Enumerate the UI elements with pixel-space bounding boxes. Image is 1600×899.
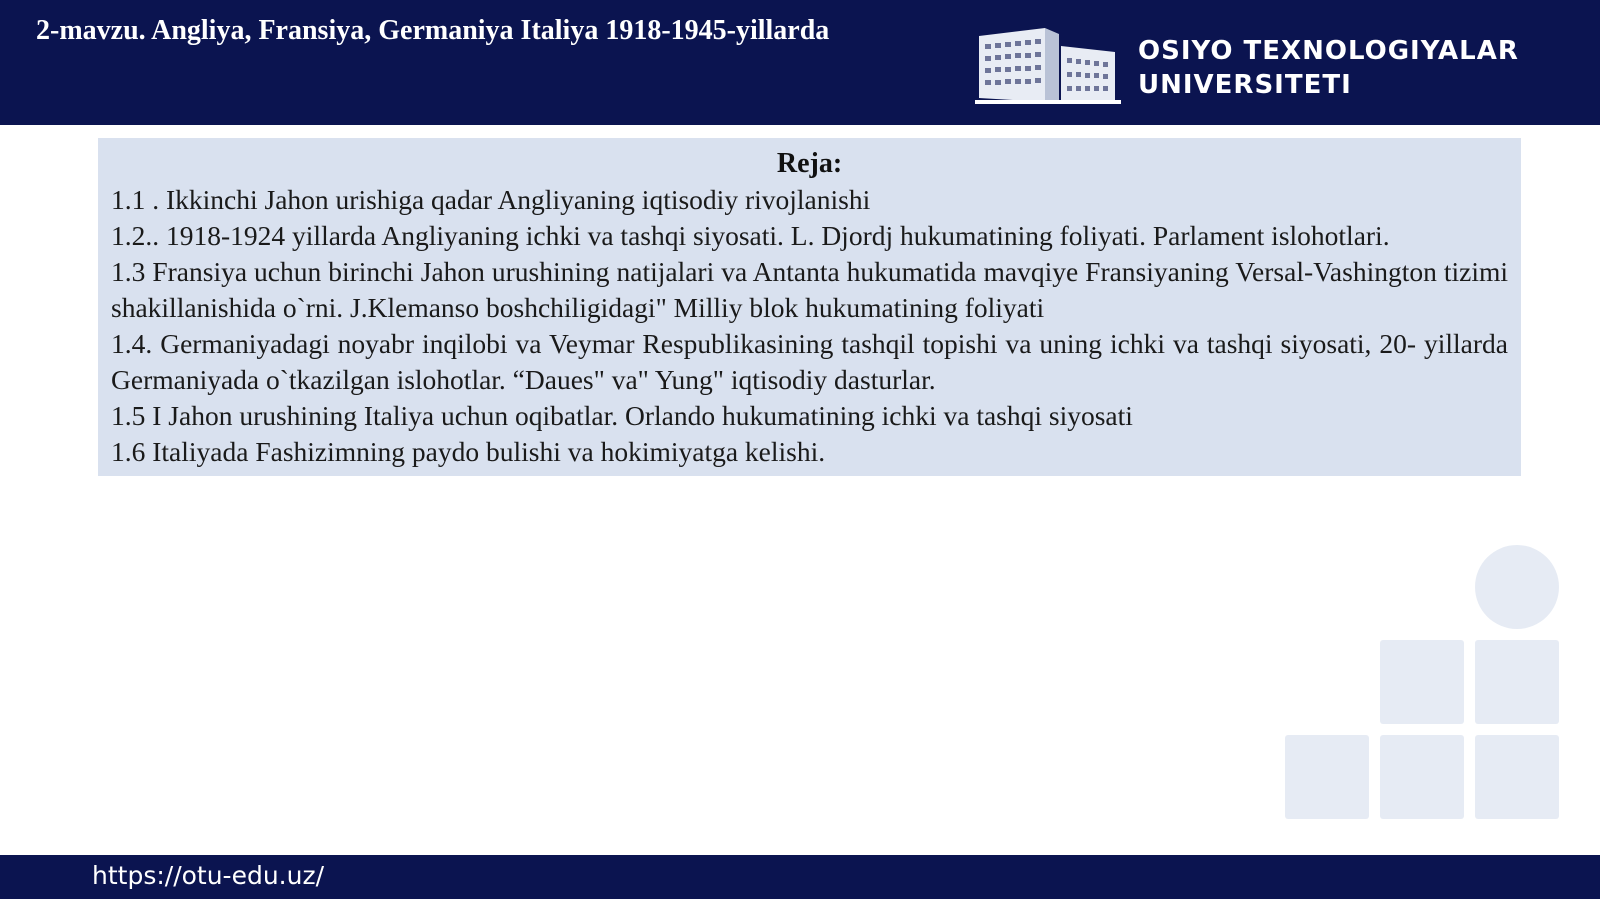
- plan-heading: Reja:: [776, 148, 843, 179]
- footer-url: https://otu-edu.uz/: [92, 861, 325, 890]
- university-name-line1: OSIYO TEXNOLOGIYALAR: [1138, 36, 1519, 66]
- decor-square: [1475, 640, 1559, 724]
- plan-item-1-2: 1.2.. 1918-1924 yillarda Angliyaning ichki va tashqi siyosati. L. Djordj hukumatining foliyati. Parlament islohotlari.: [111, 220, 1390, 251]
- plan-item-1-4: 1.4. Germaniyadagi noyabr inqilobi va Veymar Respublikasining tashqil topishi va uning ichki va tashqi siyosati, 20- yillarda Germaniyada o`tkazilgan islohotlar. “Daues" va" Yung" iqtisodiy dasturlar.: [111, 328, 1508, 395]
- decor-square: [1380, 640, 1464, 724]
- decor-square: [1285, 735, 1369, 819]
- decor-circle: [1475, 545, 1559, 629]
- header-bar: [0, 0, 1600, 125]
- slide-title: 2-mavzu. Angliya, Fransiya, Germaniya Italiya 1918-1945-yillarda: [36, 15, 830, 46]
- plan-item-1-3: 1.3 Fransiya uchun birinchi Jahon urushining natijalari va Antanta hukumatida mavqiye Fransiyaning Versal-Vashington tizimi shakillanishida o`rni. J.Klemanso boshchiligidagi" Milliy blok hukumatining foliyati: [111, 256, 1508, 323]
- decor-square: [1475, 735, 1559, 819]
- plan-box: [98, 138, 1521, 476]
- plan-item-1-1: 1.1 . Ikkinchi Jahon urishiga qadar Angliyaning iqtisodiy rivojlanishi: [111, 184, 871, 215]
- footer-bar: [0, 855, 1600, 899]
- university-name: [1138, 34, 1519, 102]
- decor-square: [1380, 735, 1464, 819]
- plan-item-1-6: 1.6 Italiyada Fashizimning paydo bulishi va hokimiyatga kelishi.: [111, 436, 826, 467]
- university-name-line2: UNIVERSITETI: [1138, 70, 1352, 100]
- plan-item-1-5: 1.5 I Jahon urushining Italiya uchun oqibatlar. Orlando hukumatining ichki va tashqi siyosati: [111, 400, 1133, 431]
- university-building-logo: [975, 26, 1121, 104]
